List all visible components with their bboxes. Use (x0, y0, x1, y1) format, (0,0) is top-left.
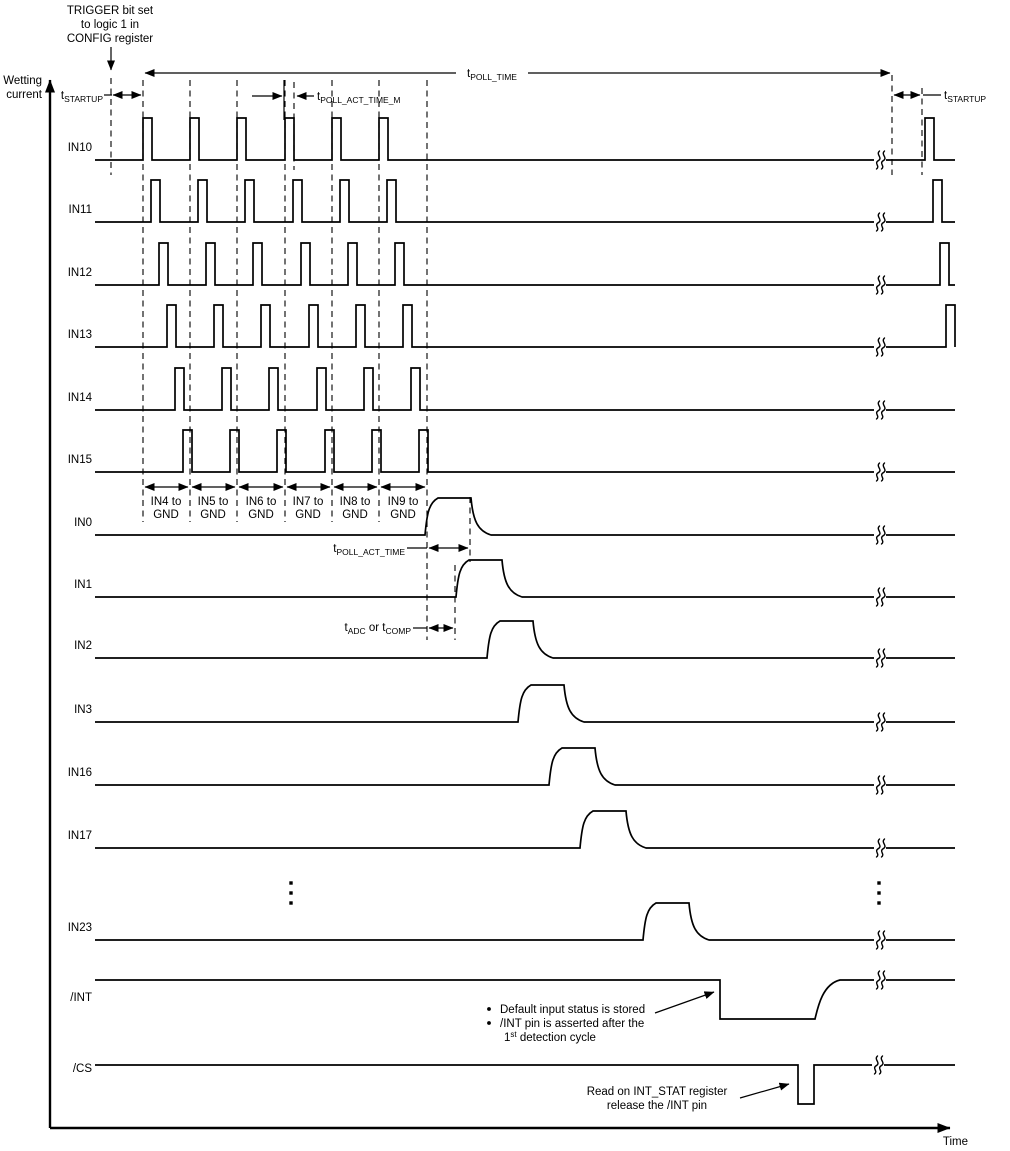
trigger-note-line: CONFIG register (66, 33, 154, 45)
signal-label-IN12: IN12 (67, 267, 92, 279)
signal-waveform-IN11 (95, 180, 955, 222)
signal-label-IN14: IN14 (67, 392, 92, 404)
signal-waveform-IN16 (95, 748, 955, 785)
signal-waveform-IN1 (95, 560, 955, 597)
ellipsis-dot (289, 901, 292, 904)
signal-waveform-IN15 (95, 430, 955, 472)
signal-waveform-IN17 (95, 811, 955, 848)
signal-waveform-IN2 (95, 621, 955, 658)
bullet-dot (487, 1021, 491, 1025)
y-axis-label: current (6, 89, 42, 101)
ellipsis-dot (289, 891, 292, 894)
signal-waveform-IN23 (95, 903, 955, 940)
int-note-line: 1st detection cycle (504, 1030, 596, 1044)
t-poll-act-time: $t_{POLL\_ACT\_TIME}$ (333, 543, 405, 557)
signal-label-IN17: IN17 (67, 830, 92, 842)
y-axis-label: Wetting (3, 75, 42, 87)
signal-label-IN16: IN16 (67, 767, 92, 779)
gnd-slot-label: GND (248, 509, 274, 521)
int-note-line: Default input status is stored (500, 1004, 646, 1016)
cs-note-line: Read on INT_STAT register (586, 1086, 728, 1098)
signal-waveform-IN3 (95, 685, 955, 722)
cs-note-arrow (740, 1084, 789, 1098)
signal-label-INT: /INT (70, 992, 92, 1004)
t-poll-act-time-m: $t_{POLL\_ACT\_TIME\_M}$ (317, 91, 401, 105)
gnd-slot-label: IN9 to (387, 496, 419, 508)
signal-waveform-CS (95, 1065, 955, 1104)
trigger-note-line: to logic 1 in (80, 19, 140, 31)
int-note-line: /INT pin is asserted after the (500, 1018, 645, 1030)
x-axis-label: Time (942, 1136, 968, 1148)
cs-note-line: release the /INT pin (606, 1100, 708, 1112)
signal-label-IN0: IN0 (74, 517, 92, 529)
gnd-slot-label: GND (390, 509, 416, 521)
signal-label-IN13: IN13 (67, 329, 92, 341)
gnd-slot-label: GND (200, 509, 226, 521)
gnd-slot-label: GND (295, 509, 321, 521)
signal-label-IN10: IN10 (67, 142, 92, 154)
signal-label-IN23: IN23 (67, 922, 92, 934)
ellipsis-dot (877, 881, 880, 884)
gnd-slot-label: IN4 to (150, 496, 182, 508)
signal-label-IN3: IN3 (74, 704, 92, 716)
gnd-slot-label: IN5 to (197, 496, 229, 508)
ellipsis-dot (877, 891, 880, 894)
gnd-slot-label: GND (153, 509, 179, 521)
signal-label-IN15: IN15 (67, 454, 92, 466)
ellipsis-dot (877, 901, 880, 904)
signal-label-IN1: IN1 (74, 579, 92, 591)
signal-waveform-IN12 (95, 243, 955, 285)
gnd-slot-label: IN8 to (339, 496, 371, 508)
ellipsis-dot (289, 881, 292, 884)
signal-waveform-IN10 (95, 118, 955, 160)
t-startup-left: $t_{STARTUP}$ (60, 90, 103, 104)
signal-label-CS: /CS (72, 1063, 92, 1075)
signal-label-IN11: IN11 (68, 204, 92, 216)
gnd-slot-label: IN6 to (245, 496, 277, 508)
gnd-slot-label: IN7 to (292, 496, 324, 508)
signal-waveform-IN14 (95, 368, 955, 410)
bullet-dot (487, 1007, 491, 1011)
t-startup-right: $t_{STARTUP}$ (944, 90, 987, 104)
t-poll-time: $t_{POLL\_TIME}$ (467, 68, 517, 82)
t-adc-or-t-comp: $t_{ADC}$ or $t_{COMP}$ (344, 622, 411, 636)
gnd-slot-label: GND (342, 509, 368, 521)
trigger-note-line: TRIGGER bit set (66, 5, 154, 17)
signal-label-IN2: IN2 (74, 640, 92, 652)
int-note-arrow (655, 992, 714, 1013)
signal-waveform-IN13 (95, 305, 955, 347)
